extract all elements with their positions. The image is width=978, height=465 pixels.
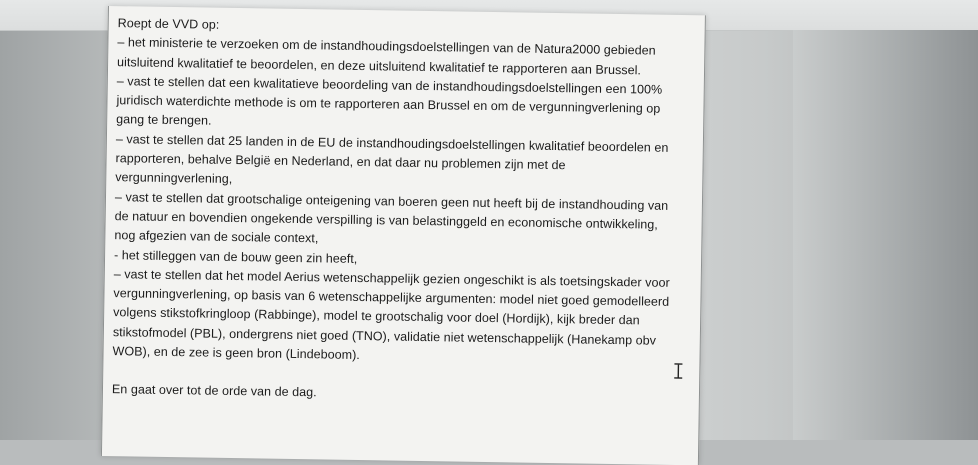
document-closing: En gaat over tot de orde van de dag.	[111, 382, 317, 400]
document-line: stikstofmodel (PBL), ondergrens niet goed (TNO), validatie niet wetenschappelijk (Hanekamp obv	[112, 324, 657, 348]
side-panel	[793, 30, 978, 440]
document-heading: Roept de VVD op:	[117, 16, 220, 32]
document-line: – vast te stellen dat grootschalige onteigening van boeren geen nut heeft bij de instandhouding van	[114, 189, 669, 213]
document-line: – het ministerie te verzoeken om de instandhoudingsdoelstellingen van de Natura2000 gebieden	[117, 35, 656, 58]
document-line: rapporteren, behalve België en Nederland, en dat daar nu problemen zijn met de	[115, 151, 566, 173]
document-line: volgens stikstofkringloop (Rabbinge), model te grootschalig voor doel (Hordijk), kijk breder dan	[113, 305, 640, 328]
document-line: – vast te stellen dat het model Aerius wetenschappelijk gezien ongeschikt is als toetsingskader voor	[113, 266, 670, 290]
text-cursor-icon	[672, 363, 684, 379]
document-line: gang te brengen.	[116, 112, 212, 129]
document-line: uitsluitend kwalitatief te beoordelen, en deze uitsluitend kwalitatief te rapporteren aan Brussel.	[117, 54, 642, 77]
document-line: WOB), en de zee is geen bron (Lindeboom).	[112, 344, 360, 363]
document-text[interactable]	[112, 14, 703, 409]
document-line: nog afgezien van de sociale context,	[114, 228, 319, 246]
document-page[interactable]	[101, 6, 706, 465]
document-line: juridisch waterdichte methode is om te rapporteren aan Brussel en om de vergunningverlening op	[116, 93, 661, 116]
document-line: – vast te stellen dat een kwalitatieve beoordeling van de instandhoudingsdoelstellingen een 100%	[116, 74, 663, 97]
document-line: de natuur en bovendien ongekende verspilling is van belastinggeld en economische ontwikkeling,	[114, 209, 659, 232]
document-line: vergunningverlening, op basis van 6 wetenschappelijke argumenten: model niet goed gemodelleerd	[113, 286, 670, 310]
document-line: - het stilleggen van de bouw geen zin heeft,	[113, 247, 358, 266]
document-line: vergunningverlening,	[115, 170, 233, 187]
document-line: – vast te stellen dat 25 landen in de EU de instandhoudingsdoelstellingen kwalitatief beoordelen en	[115, 131, 669, 155]
